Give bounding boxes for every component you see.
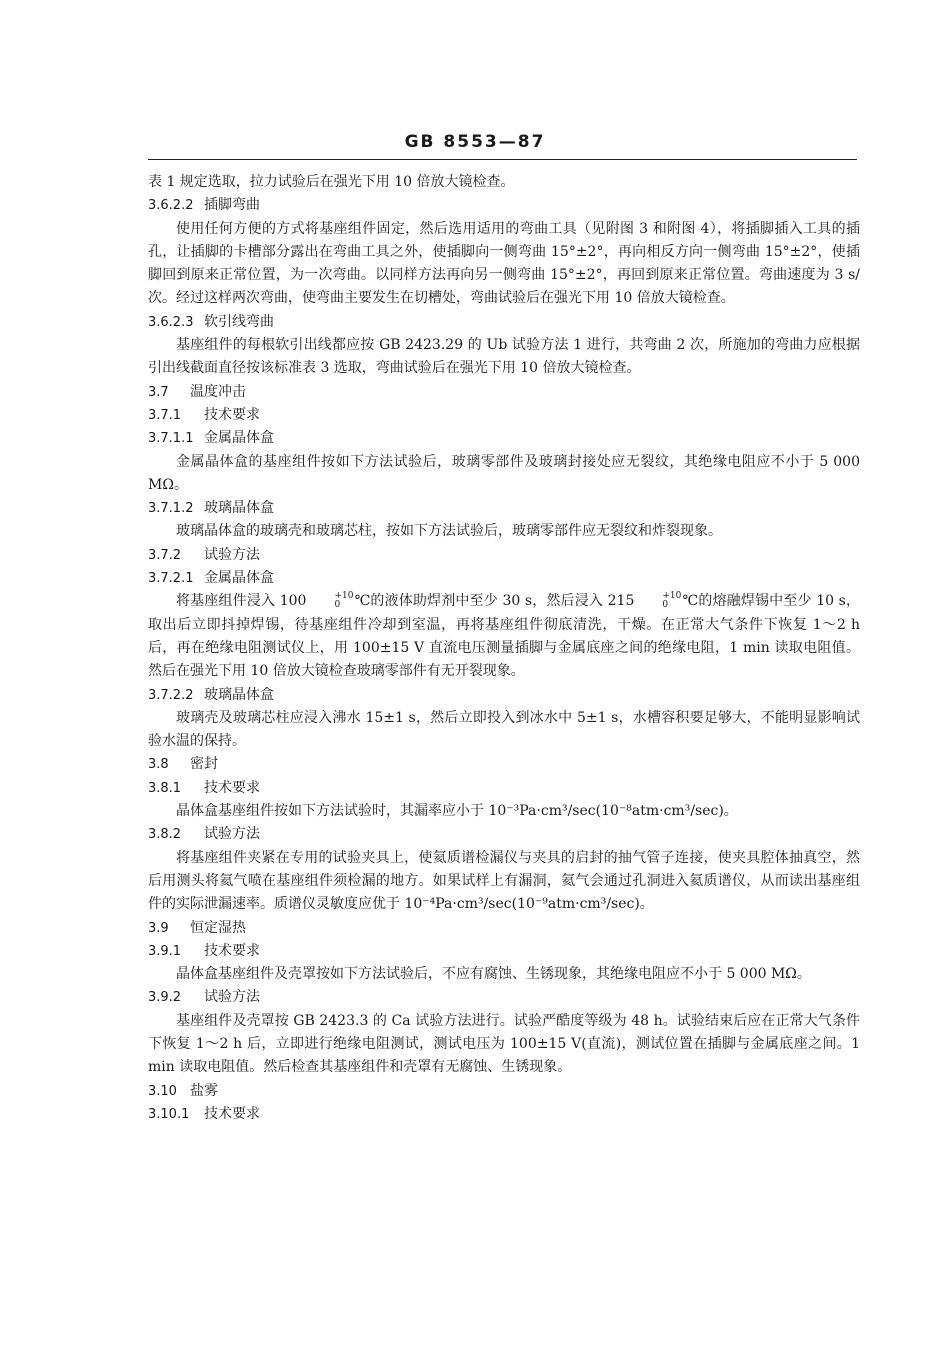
paragraph: 表 1 规定选取，拉力试验后在强光下用 10 倍放大镜检查。: [148, 174, 515, 190]
paragraph: 玻璃壳及玻璃芯柱应浸入沸水 15±1 s，然后立即投入到冰水中 5±1 s，水槽容积要足够大，不能明显影响试验水温的保持。: [148, 709, 860, 750]
section-title: 技术要求: [204, 406, 260, 423]
section-title: 技术要求: [204, 779, 260, 796]
section-title: 金属晶体盒: [204, 430, 274, 447]
section-title: 密封: [190, 756, 218, 773]
standard-code-header: GB 8553—87: [404, 132, 546, 152]
section-title: 技术要求: [204, 1105, 260, 1122]
paragraph: 晶体盒基座组件按如下方法试验时，其漏率应小于 10⁻³Pa·cm³/sec(10⁻⁸atm·cm³/sec)。: [176, 803, 738, 820]
paragraph: 金属晶体盒的基座组件按如下方法试验后，玻璃零部件及玻璃封接处应无裂纹，其绝缘电阻应不小于 5 000 MΩ。: [148, 453, 860, 493]
section-number: 3.7.2: [148, 547, 182, 563]
paragraph: 将基座组件夹紧在专用的试验夹具上，使氦质谱检漏仪与夹具的启封的抽气管子连接，使夹具腔体抽真空，然后用测头将氦气喷在基座组件须检漏的地方。如果试样上有漏洞，氦气会通过孔洞进入氦质谱仪，从而读出基座组件的实际泄漏速率。质谱仪灵敏度应优于 10⁻⁴Pa·cm³/sec(10⁻⁹atm·cm³/sec)。: [148, 849, 860, 913]
section-heading: [148, 567, 860, 590]
tolerance-upper: +10: [662, 591, 682, 602]
section-number: 3.9: [148, 920, 169, 936]
section-number: 3.10: [148, 1083, 177, 1099]
tolerance-lower: 0: [662, 600, 669, 611]
section-heading: [148, 404, 860, 427]
section-title: 技术要求: [204, 942, 260, 959]
section-heading: [148, 777, 860, 800]
paragraph: [148, 590, 860, 683]
section-title: 玻璃晶体盒: [204, 686, 274, 703]
section-number: 3.6.2.3: [148, 314, 194, 330]
section-heading: [148, 1080, 860, 1103]
section-number: 3.8: [148, 757, 169, 773]
tolerance: [634, 592, 681, 610]
section-title: 软引线弯曲: [204, 313, 274, 330]
section-number: 3.7.1: [148, 407, 182, 423]
paragraph: 基座组件的每根软引出线都应按 GB 2423.29 的 Ub 试验方法 1 进行，共弯曲 2 次，所施加的弯曲力应根据引出线截面直径按该标准表 3 选取，弯曲试验后在强光下用 10 倍放大镜检查。: [148, 337, 860, 377]
paragraph-text: 将基座组件浸入 100: [176, 593, 307, 610]
paragraph: 使用任何方便的方式将基座组件固定，然后选用适用的弯曲工具（见附图 3 和附图 4），将插脚插入工具的插孔，让插脚的卡槽部分露出在弯曲工具之外，使插脚向一侧弯曲 15°±2°，再向相反方向一侧弯曲 15°±2°，使插脚回到原来正常位置，为一次弯曲。以同样方法再向另一侧弯曲 15°±2°，再回到原来正常位置。弯曲速度为 3 s/次。经过这样两次弯曲，使弯曲主要发生在切槽处，弯曲试验后在强光下用 10 倍放大镜检查。: [148, 220, 860, 307]
section-number: 3.7.1.1: [148, 431, 194, 447]
header-rule: [148, 159, 857, 160]
section-heading: [148, 311, 860, 334]
section-number: 3.9.1: [148, 943, 182, 959]
section-heading: [148, 381, 860, 404]
section-heading: [148, 753, 860, 776]
section-number: 3.7: [148, 384, 169, 400]
section-title: 试验方法: [204, 826, 260, 843]
paragraph-text: ℃的熔融焊锡中至少 10 s，取出后立即抖掉焊锡，待基座组件冷却到室温，再将基座组件彻底清洗，干燥。在正常大气条件下恢复 1～2 h 后，再在绝缘电阻测试仪上，用 100±15 V 直流电压测量插脚与金属底座之间的绝缘电阻，1 min 读取电阻值。然后在强光下用 10 倍放大镜检查玻璃零部件有无开裂现象。: [148, 593, 861, 680]
section-number: 3.9.2: [148, 990, 182, 1006]
section-title: 温度冲击: [190, 383, 246, 400]
section-title: 恒定湿热: [190, 919, 246, 936]
paragraph-text: ℃的液体助焊剂中至少 30 s，然后浸入 215: [354, 593, 635, 610]
section-title: 试验方法: [204, 989, 260, 1006]
section-title: 盐雾: [190, 1082, 218, 1099]
section-number: 3.7.1.2: [148, 501, 194, 517]
section-number: 3.10.1: [148, 1106, 190, 1122]
section-heading: [148, 684, 860, 707]
section-heading: [148, 427, 860, 450]
paragraph: 基座组件及壳罩按 GB 2423.3 的 Ca 试验方法进行。试验严酷度等级为 48 h。试验结束后应在正常大气条件下恢复 1～2 h 后，立即进行绝缘电阻测试，测试电压为 100±15 V(直流)，测试位置在插脚与金属底座之间。1 min 读取电阻值。然后检查其基座组件和壳罩有无腐蚀、生锈现象。: [148, 1012, 860, 1076]
tolerance-upper: +10: [334, 591, 354, 602]
section-heading: [148, 1103, 860, 1126]
section-number: 3.6.2.2: [148, 198, 194, 214]
section-heading: [148, 194, 860, 217]
section-number: 3.8.2: [148, 827, 182, 843]
section-title: 金属晶体盒: [204, 570, 274, 587]
paragraph: 玻璃晶体盒的玻璃壳和玻璃芯柱，按如下方法试验后，玻璃零部件应无裂纹和炸裂现象。: [176, 523, 722, 540]
tolerance: [306, 592, 353, 610]
section-title: 插脚弯曲: [204, 197, 260, 214]
section-number: 3.8.1: [148, 780, 182, 796]
section-number: 3.7.2.2: [148, 687, 194, 703]
tolerance-lower: 0: [334, 600, 341, 611]
section-heading: [148, 986, 860, 1009]
paragraph: 晶体盒基座组件及壳罩按如下方法试验后，不应有腐蚀、生锈现象，其绝缘电阻应不小于 5 000 MΩ。: [176, 966, 811, 983]
section-number: 3.7.2.1: [148, 571, 194, 587]
section-heading: [148, 544, 860, 567]
section-heading: [148, 823, 860, 846]
document-body: [148, 171, 860, 1126]
section-heading: [148, 940, 860, 963]
section-title: 试验方法: [204, 546, 260, 563]
section-title: 玻璃晶体盒: [204, 500, 274, 517]
section-heading: [148, 917, 860, 940]
section-heading: [148, 497, 860, 520]
